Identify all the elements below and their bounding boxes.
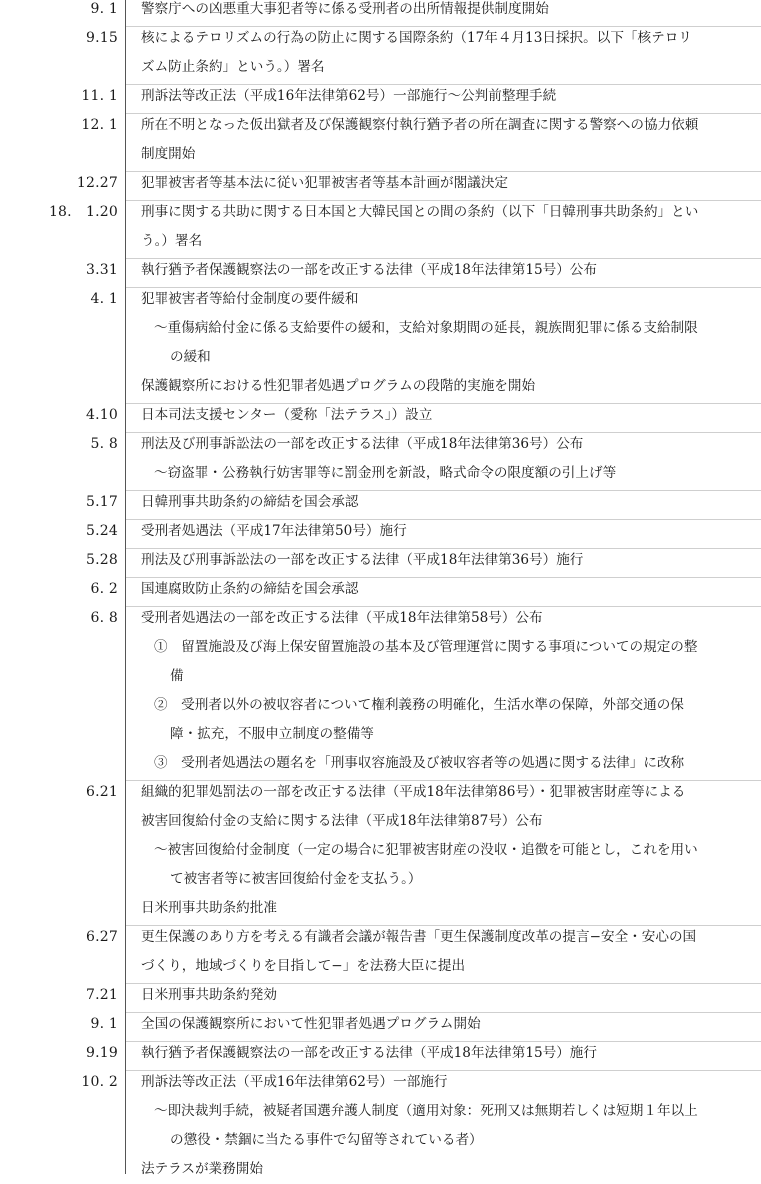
entry-date: 5.17 <box>86 494 118 510</box>
entry-text-line: 日本司法支援センター（愛称「法テラス」）設立 <box>141 407 433 423</box>
entry-text-line: 犯罪被害者等給付金制度の要件緩和 <box>141 291 359 307</box>
entry-date: 5.28 <box>86 552 118 568</box>
entry-text-line: 警察庁への凶悪重大事犯者等に係る受刑者の出所情報提供制度開始 <box>141 1 549 17</box>
entry-text-line: の緩和 <box>170 349 211 365</box>
entry-date: 6. 8 <box>90 610 118 626</box>
entry-text-line: 更生保護のあり方を考える有識者会議が報告書「更生保護制度改革の提言−安全・安心の国 <box>141 929 697 945</box>
entry-text-line: 日米刑事共助条約発効 <box>141 987 277 1003</box>
entry-text-line: 国連腐敗防止条約の締結を国会承認 <box>141 581 359 597</box>
entry-text-line: ズム防止条約」という。）署名 <box>141 59 325 75</box>
entry-text-line: 制度開始 <box>141 146 196 162</box>
entry-date: 4.10 <box>86 407 118 423</box>
entry-text-line: 被害回復給付金の支給に関する法律（平成18年法律第87号）公布 <box>141 813 543 829</box>
entry-text-line: 犯罪被害者等基本法に従い犯罪被害者等基本計画が閣議決定 <box>141 175 509 191</box>
entry-date: 7.21 <box>86 987 118 1003</box>
entry-text-line: 組織的犯罪処罰法の一部を改正する法律（平成18年法律第86号）・犯罪被害財産等による <box>141 784 686 800</box>
entry-text-line: 〜窃盗罪・公務執行妨害罪等に罰金刑を新設，略式命令の限度額の引上げ等 <box>154 465 617 481</box>
entry-date: 9.19 <box>86 1045 118 1061</box>
entry-date: 10. 2 <box>81 1074 118 1090</box>
entry-text-line: 所在不明となった仮出獄者及び保護観察付執行猶予者の所在調査に関する警察への協力依頼 <box>141 117 699 133</box>
entry-text-line: の懲役・禁錮に当たる事件で勾留等されている者） <box>170 1132 483 1148</box>
entry-date: 5. 8 <box>90 436 118 452</box>
entry-text-line: 刑訴法等改正法（平成16年法律第62号）一部施行〜公判前整理手続 <box>141 88 557 104</box>
entry-date: 3.31 <box>86 262 118 278</box>
entry-text-line: 受刑者処遇法の一部を改正する法律（平成18年法律第58号）公布 <box>141 610 543 626</box>
entry-text-line: 執行猶予者保護観察法の一部を改正する法律（平成18年法律第15号）公布 <box>141 262 597 278</box>
entry-text-line: 障・拡充，不服申立制度の整備等 <box>170 726 374 742</box>
entry-date: 11. 1 <box>81 88 118 104</box>
entry-text-line: 〜即決裁判手続，被疑者国選弁護人制度（適用対象：死刑又は無期若しくは短期１年以上 <box>154 1103 698 1119</box>
entry-date: 9. 1 <box>90 1016 118 1032</box>
entry-date: 18. 1.20 <box>48 204 118 220</box>
entry-text-line: 備 <box>170 668 184 684</box>
entry-text-line: 保護観察所における性犯罪者処遇プログラムの段階的実施を開始 <box>141 378 536 394</box>
entry-text-line: ① 留置施設及び海上保安留置施設の基本及び管理運営に関する事項についての規定の整 <box>154 639 698 655</box>
entry-text-line: 執行猶予者保護観察法の一部を改正する法律（平成18年法律第15号）施行 <box>141 1045 597 1061</box>
entry-date: 9.15 <box>86 30 118 46</box>
entry-date: 6.21 <box>86 784 118 800</box>
entry-date: 6. 2 <box>90 581 118 597</box>
entry-date: 12.27 <box>76 175 118 191</box>
entry-text-line: 刑訴法等改正法（平成16年法律第62号）一部施行 <box>141 1074 448 1090</box>
entry-text-line: 刑事に関する共助に関する日本国と大韓民国との間の条約（以下「日韓刑事共助条約」とい <box>141 204 699 220</box>
entry-text-line: 核によるテロリズムの行為の防止に関する国際条約（17年４月13日採択。以下「核テロリ <box>141 30 692 46</box>
entry-text-line: 〜被害回復給付金制度（一定の場合に犯罪被害財産の没収・追徴を可能とし，これを用い <box>154 842 698 858</box>
entry-text-line: 日米刑事共助条約批准 <box>141 900 277 916</box>
entry-text-line: て被害者等に被害回復給付金を支払う。） <box>170 871 422 887</box>
entry-date: 5.24 <box>86 523 118 539</box>
entry-date: 6.27 <box>86 929 118 945</box>
entry-text-line: 〜重傷病給付金に係る支給要件の緩和，支給対象期間の延長，親族間犯罪に係る支給制限 <box>154 320 698 336</box>
entry-text-line: ② 受刑者以外の被収容者について権利義務の明確化，生活水準の保障，外部交通の保 <box>154 697 684 713</box>
entry-date: 9. 1 <box>90 1 118 17</box>
entry-text-line: づくり，地域づくりを目指して−」を法務大臣に提出 <box>141 958 466 974</box>
entry-text-line: 刑法及び刑事訴訟法の一部を改正する法律（平成18年法律第36号）公布 <box>141 436 584 452</box>
entry-text-line: 法テラスが業務開始 <box>141 1161 263 1177</box>
column-divider <box>125 0 126 1174</box>
entry-date: 12. 1 <box>81 117 118 133</box>
entry-text-line: 受刑者処遇法（平成17年法律第50号）施行 <box>141 523 407 539</box>
entry-text-line: ③ 受刑者処遇法の題名を「刑事収容施設及び被収容者等の処遇に関する法律」に改称 <box>154 755 685 771</box>
entry-date: 4. 1 <box>90 291 118 307</box>
entry-text-line: う。）署名 <box>141 233 203 249</box>
entry-text-line: 全国の保護観察所において性犯罪者処遇プログラム開始 <box>141 1016 481 1032</box>
entry-text-line: 刑法及び刑事訴訟法の一部を改正する法律（平成18年法律第36号）施行 <box>141 552 584 568</box>
entry-text-line: 日韓刑事共助条約の締結を国会承認 <box>141 494 359 510</box>
